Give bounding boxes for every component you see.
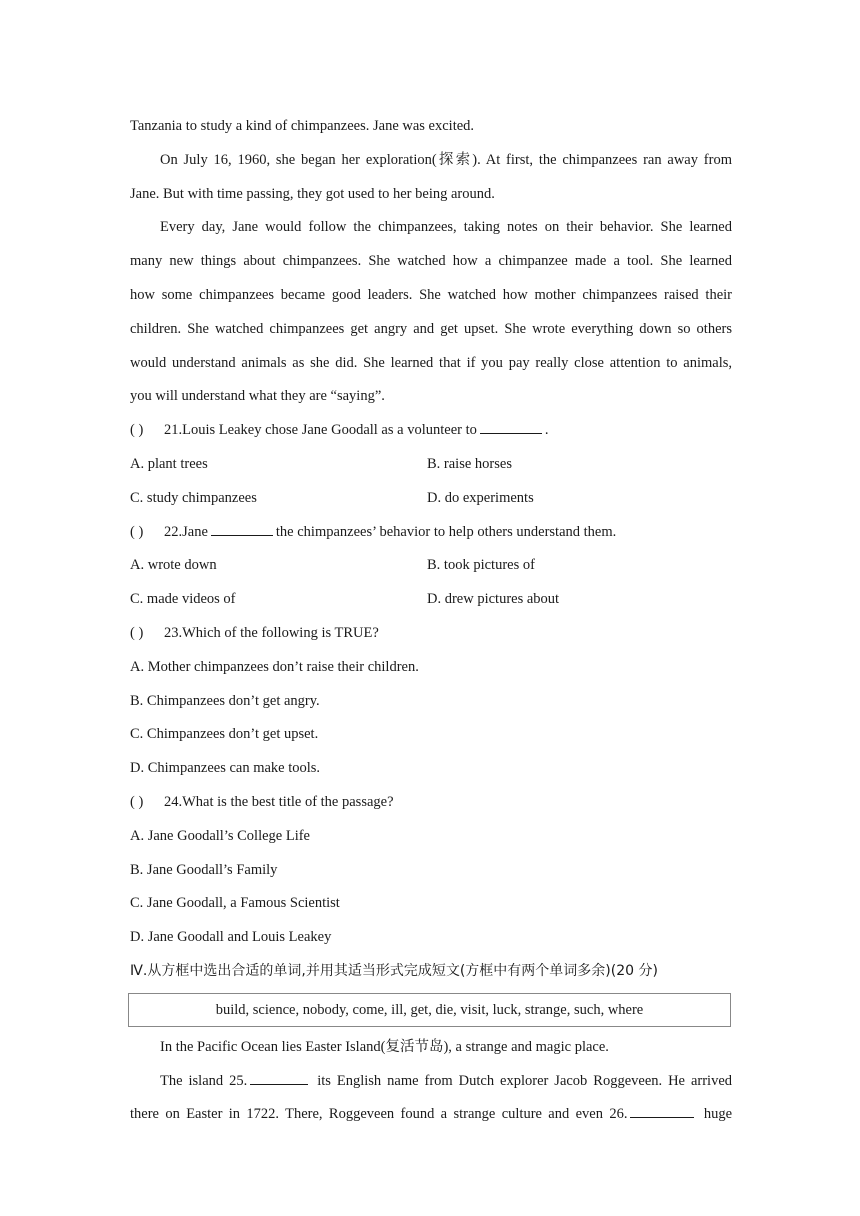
answer-bracket[interactable]: ( ) <box>130 422 144 439</box>
options-row <box>130 583 732 617</box>
option-b: B. took pictures of <box>427 557 535 574</box>
passage-line: In the Pacific Ocean lies Easter Island(复活节岛), a strange and magic place. <box>160 1038 609 1055</box>
option-c: C. study chimpanzees <box>130 489 257 506</box>
question-24 <box>130 786 732 820</box>
passage-line: you will understand what they are “saying”. <box>130 388 385 405</box>
passage-line: Every day, Jane would follow the chimpanzees, taking notes on their behavior. She learned <box>160 219 732 236</box>
passage-line: children. She watched chimpanzees get angry and get upset. She wrote everything down so others <box>130 320 732 337</box>
answer-blank[interactable] <box>211 521 273 536</box>
answer-blank[interactable] <box>480 419 542 434</box>
option-b: B. Chimpanzees don’t get angry. <box>130 692 320 709</box>
option-c: C. Chimpanzees don’t get upset. <box>130 726 319 743</box>
options-row <box>130 448 732 482</box>
passage-line: there on Easter in 1722. There, Roggeveen found a strange culture and even 26. huge <box>130 1098 732 1132</box>
option-a: A. Jane Goodall’s College Life <box>130 827 310 844</box>
section-title: Ⅳ.从方框中选出合适的单词,并用其适当形式完成短文(方框中有两个单词多余)(20 分) <box>130 962 658 979</box>
option-b: B. raise horses <box>427 455 512 472</box>
option-c: C. made videos of <box>130 591 236 608</box>
passage-line: how some chimpanzees became good leaders. She watched how mother chimpanzees raised their <box>130 286 732 303</box>
options-row <box>130 549 732 583</box>
option-d: D. drew pictures about <box>427 591 560 608</box>
passage-line: The island 25. its English name from Dutch explorer Jacob Roggeveen. He arrived <box>130 1065 732 1099</box>
answer-bracket[interactable]: ( ) <box>130 523 144 540</box>
option-c: C. Jane Goodall, a Famous Scientist <box>130 895 340 912</box>
option-d: D. Jane Goodall and Louis Leakey <box>130 929 332 946</box>
answer-bracket[interactable]: ( ) <box>130 624 144 641</box>
answer-blank-25[interactable] <box>250 1070 308 1085</box>
passage-line: would understand animals as she did. She learned that if you pay really close attention to animals, <box>130 354 732 371</box>
answer-blank-26[interactable] <box>630 1103 694 1118</box>
question-23 <box>130 617 732 651</box>
options-row <box>130 482 732 516</box>
passage-line: On July 16, 1960, she began her exploration(探索). At first, the chimpanzees ran away from <box>160 151 732 168</box>
question-stem: 22.Jane <box>164 523 208 540</box>
passage-line: Tanzania to study a kind of chimpanzees. Jane was excited. <box>130 118 475 134</box>
question-22: ( ) 22.Jane the chimpanzees’ behavior to help others understand them. <box>130 516 732 550</box>
question-21: ( ) 21.Louis Leakey chose Jane Goodall as a volunteer to . <box>130 414 732 448</box>
option-a: A. wrote down <box>130 557 217 574</box>
option-a: A. Mother chimpanzees don’t raise their children. <box>130 658 419 675</box>
word-box: build, science, nobody, come, ill, get, die, visit, luck, strange, such, where <box>128 993 731 1027</box>
option-a: A. plant trees <box>130 455 208 472</box>
passage-line: many new things about chimpanzees. She watched how a chimpanzee made a tool. She learned <box>130 253 732 270</box>
question-stem: 21.Louis Leakey chose Jane Goodall as a volunteer to <box>164 422 477 439</box>
passage-line: Jane. But with time passing, they got used to her being around. <box>130 185 495 202</box>
option-d: D. Chimpanzees can make tools. <box>130 760 321 777</box>
option-d: D. do experiments <box>427 489 534 506</box>
question-stem: 23.Which of the following is TRUE? <box>164 624 379 641</box>
question-stem: 24.What is the best title of the passage? <box>164 793 394 810</box>
document-page <box>130 110 732 1132</box>
option-b: B. Jane Goodall’s Family <box>130 861 278 878</box>
answer-bracket[interactable]: ( ) <box>130 793 144 810</box>
